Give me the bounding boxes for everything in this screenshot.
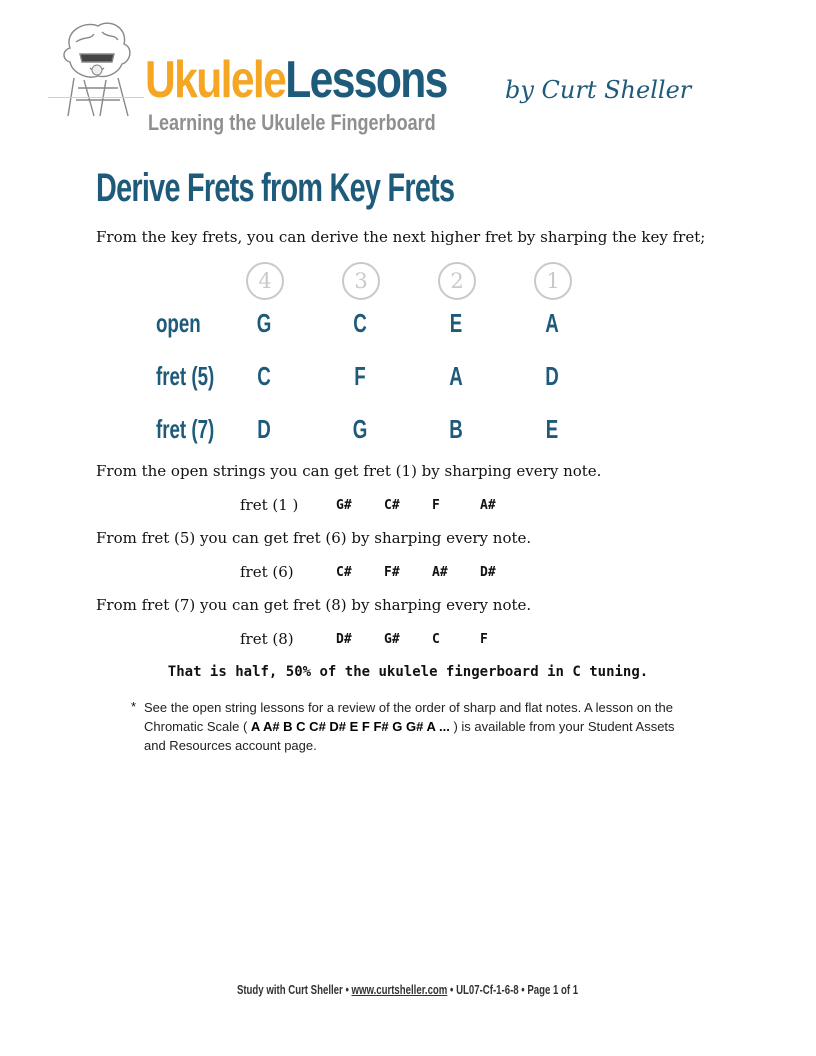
note-cell: B xyxy=(449,414,463,444)
page-title: Derive Frets from Key Frets xyxy=(96,166,455,210)
note-cell: E xyxy=(449,308,463,338)
note-cell: E xyxy=(545,414,559,444)
sharp-note: F xyxy=(432,498,440,513)
string-number-1: 1 xyxy=(534,262,572,300)
fret-label-8: fret (8) xyxy=(240,630,294,648)
note-cell: D xyxy=(257,414,271,444)
brand-logo xyxy=(145,50,447,110)
fret-label-1: fret (1 ) xyxy=(240,496,299,514)
footnote-text-before: See the open string lessons for a review of the order of sharp and flat notes. A lesson on the Chromatic Scale ( xyxy=(144,700,673,734)
footer-prefix: Study with Curt Sheller • xyxy=(237,982,352,997)
derive-text-fret-6: From fret (5) you can get fret (6) by sharping every note. xyxy=(96,529,532,547)
sharp-note: D# xyxy=(336,632,352,647)
footer-suffix: • UL07-Cf-1-6-8 • Page 1 of 1 xyxy=(447,982,579,997)
sharp-note: C# xyxy=(384,498,400,513)
mascot-logo xyxy=(54,18,144,118)
string-number-4: 4 xyxy=(246,262,284,300)
row-label-fret-7: fret (7) xyxy=(156,414,215,444)
subtitle: Learning the Ukulele Fingerboard xyxy=(148,110,436,135)
note-cell: F xyxy=(354,361,366,391)
sharp-note: G# xyxy=(384,632,400,647)
string-number-3: 3 xyxy=(342,262,380,300)
sharp-note: A# xyxy=(480,498,496,513)
sharp-note: D# xyxy=(480,565,496,580)
note-cell: A xyxy=(545,308,559,338)
row-label-fret-5: fret (5) xyxy=(156,361,215,391)
sharp-note: F xyxy=(480,632,488,647)
footer xyxy=(0,982,816,997)
sharp-note: F# xyxy=(384,565,400,580)
sharp-note: C xyxy=(432,632,440,647)
sharp-note: C# xyxy=(336,565,352,580)
row-label-open: open xyxy=(156,308,201,338)
fret-label-6: fret (6) xyxy=(240,563,294,581)
intro-text: From the key frets, you can derive the next higher fret by sharping the key fret; xyxy=(96,228,706,246)
footnote-text-after: ) is available from your Student Assets and Resources account page. xyxy=(144,719,675,753)
note-cell: C xyxy=(353,308,367,338)
derive-text-fret-8: From fret (7) you can get fret (8) by sharping every note. xyxy=(96,596,532,614)
chromatic-scale: A A# B C C# D# E F F# G G# A ... xyxy=(250,719,450,734)
footnote xyxy=(144,698,692,755)
footnote-marker: * xyxy=(131,699,137,714)
summary-text: That is half, 50% of the ukulele fingerboard in C tuning. xyxy=(167,664,649,680)
derive-text-fret-1: From the open strings you can get fret (1) by sharping every note. xyxy=(96,462,602,480)
note-cell: A xyxy=(449,361,463,391)
note-cell: G xyxy=(256,308,272,338)
footer-link[interactable]: www.curtsheller.com xyxy=(351,982,448,997)
header-rule xyxy=(48,97,144,98)
sharp-note: G# xyxy=(336,498,352,513)
byline: by Curt Sheller xyxy=(505,76,692,104)
note-cell: D xyxy=(545,361,559,391)
string-number-2: 2 xyxy=(438,262,476,300)
note-cell: G xyxy=(352,414,368,444)
brand-part-lessons: Lessons xyxy=(285,51,447,109)
note-cell: C xyxy=(257,361,271,391)
sharp-note: A# xyxy=(432,565,448,580)
footer-inner xyxy=(237,982,578,997)
brand-part-ukulele: Ukulele xyxy=(145,51,286,109)
